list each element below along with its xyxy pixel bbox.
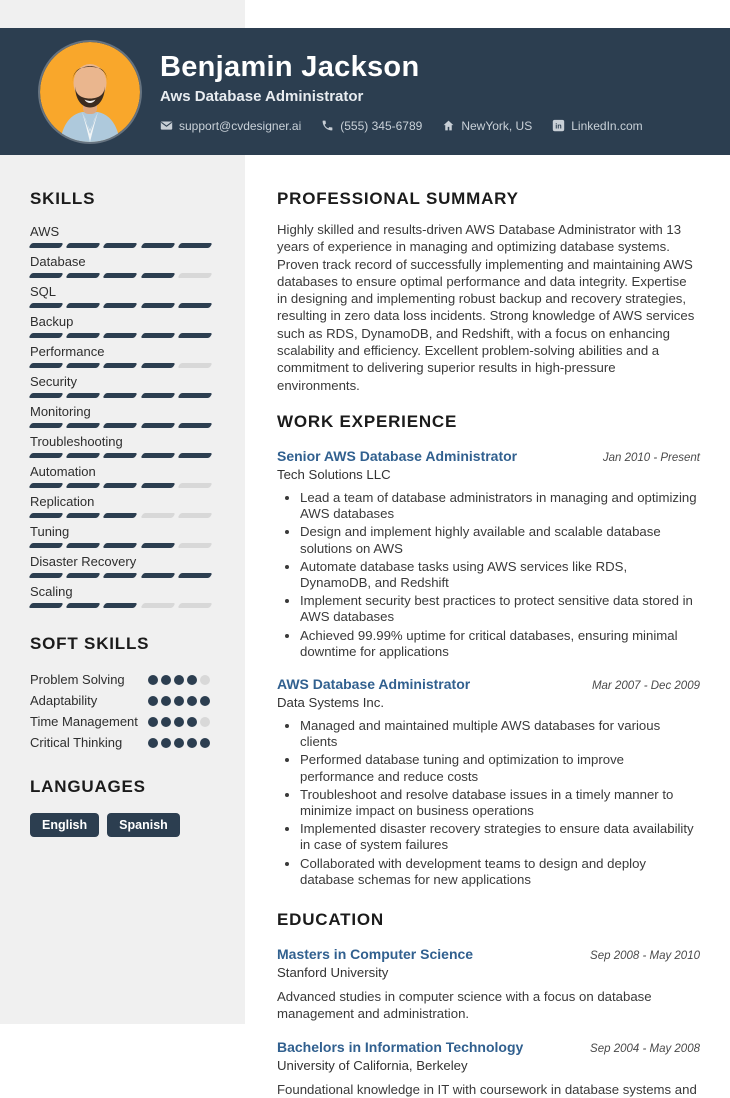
rating-dot [174,675,184,685]
rating-dot [161,675,171,685]
skill-item [30,585,215,608]
skill-level-bar [30,273,211,278]
contact-linkedin [552,119,642,133]
education-list [277,946,700,1098]
person-job-title: Aws Database Administrator [160,87,364,105]
skill-item [30,375,215,398]
skill-bar-segment [177,423,212,428]
skill-bar-segment [28,243,63,248]
skill-label: Security [30,374,77,389]
rating-dot [148,675,158,685]
job-entry-header [277,448,700,465]
skill-bar-segment [140,393,175,398]
skills-heading: SKILLS [30,189,96,208]
skill-level-bar [30,393,211,398]
rating-dot [187,717,197,727]
soft-skill-item [30,670,215,690]
skill-label: Database [30,254,86,269]
skill-bar-segment [140,333,175,338]
job-entry-header [277,676,700,693]
jobs-list [277,448,700,888]
experience-heading: WORK EXPERIENCE [277,411,458,431]
avatar-illustration [40,42,140,142]
skill-level-bar [30,423,211,428]
skill-bar-segment [177,513,212,518]
skill-label: Performance [30,344,105,359]
rating-dot [148,738,158,748]
job-bullet: • Collaborated with development teams to design and deploy database schemas for new applications [300,856,700,888]
soft-skill-label: Critical Thinking [30,735,123,750]
soft-skill-label: Problem Solving [30,672,125,687]
skill-bar-segment [103,483,138,488]
degree-title: Bachelors in Information Technology [277,1038,524,1055]
job-bullets [277,718,700,888]
language-chip: Spanish [107,813,180,837]
skill-level-bar [30,243,211,248]
skill-bar-segment [28,333,63,338]
skill-bar-segment [103,303,138,308]
skill-bar-segment [103,453,138,458]
skill-label: Replication [30,494,95,509]
person-name: Benjamin Jackson [160,50,420,83]
skill-bar-segment [66,393,101,398]
skill-bar-segment [140,483,175,488]
skill-level-bar [30,603,211,608]
job-company: Tech Solutions LLC [277,466,391,482]
skill-bar-segment [103,423,138,428]
rating-dot [174,717,184,727]
skill-item [30,225,215,248]
contact-text: NewYork, US [461,118,533,133]
home-icon [442,119,455,132]
rating-dot [200,696,210,706]
job-bullet: • Troubleshoot and resolve database issues in a timely manner to minimize impact on business operations [300,787,700,819]
rating-dot [200,738,210,748]
education-entry [277,1039,700,1098]
skill-bar-segment [66,483,101,488]
skill-item [30,315,215,338]
rating-dot [174,696,184,706]
skill-item [30,525,215,548]
skill-bar-segment [103,543,138,548]
skill-bar-segment [140,303,175,308]
skill-bar-segment [66,453,101,458]
education-entry-header [277,946,700,963]
skill-bar-segment [28,513,63,518]
skill-bar-segment [177,363,212,368]
skill-level-bar [30,453,211,458]
contact-home [442,119,532,133]
skill-bar-segment [177,543,212,548]
skill-bar-segment [177,483,212,488]
job-company: Data Systems Inc. [277,695,385,710]
skill-bar-segment [28,573,63,578]
education-heading: EDUCATION [277,910,384,930]
soft-skill-rating [148,733,210,753]
soft-skill-item [30,733,215,753]
skills-list [30,225,215,608]
skill-bar-segment [66,603,101,608]
rating-dot [174,738,184,748]
language-chip: English [30,813,99,837]
skill-bar-segment [28,273,63,278]
soft-skill-rating [148,670,210,690]
skill-label: Automation [30,464,96,479]
skill-bar-segment [140,363,175,368]
rating-dot [187,738,197,748]
job-entry [277,448,700,660]
job-bullet: • Implemented disaster recovery strategies to ensure data availability in case of system failures [300,821,700,853]
rating-dot [161,696,171,706]
contact-text: (555) 345-6789 [340,118,423,133]
skill-bar-segment [140,423,175,428]
skill-item [30,555,215,578]
soft-skill-rating [148,691,210,711]
skill-level-bar [30,303,211,308]
skill-bar-segment [177,573,212,578]
skill-bar-segment [28,303,63,308]
job-entry [277,676,700,888]
skill-bar-segment [66,543,101,548]
job-bullet: • Design and implement highly available and scalable database solutions on AWS [300,524,700,556]
skill-bar-segment [103,573,138,578]
skill-item [30,285,215,308]
job-dates: Mar 2007 - Dec 2009 [591,680,700,692]
skill-item [30,255,215,278]
avatar [40,42,140,142]
email-icon [160,119,173,132]
skill-bar-segment [177,273,212,278]
skill-bar-segment [28,483,63,488]
skill-bar-segment [28,543,63,548]
skill-level-bar [30,573,211,578]
skill-bar-segment [28,453,63,458]
skill-label: Disaster Recovery [30,554,137,569]
skill-item [30,405,215,428]
skill-level-bar [30,363,211,368]
summary-paragraph: Highly skilled and results-driven AWS Database Administrator with 13 years of experience in managing and optimizing database systems. Proven track record of successfully implementing and maintaining AWS databases to ensure optimal performance and data integrity. Expertise in designing and implementing robust backup and recovery strategies, resulting in zero data loss incidents. Strong knowledge of AWS services such as RDS, DynamoDB, and Redshift, with a focus on enhancing scalability and efficiency. Excellent problem-solving abilities and a commitment to delivering superior results in high-pressure environments. [277,222,695,393]
skill-bar-segment [28,363,63,368]
skill-level-bar [30,543,211,548]
contact-text: LinkedIn.com [571,118,643,133]
skill-bar-segment [140,273,175,278]
skill-bar-segment [140,453,175,458]
skill-bar-segment [103,363,138,368]
skill-bar-segment [28,423,63,428]
skill-bar-segment [66,513,101,518]
skill-bar-segment [177,303,212,308]
education-dates: Sep 2008 - May 2010 [590,950,700,963]
soft-skill-label: Time Management [30,714,138,729]
main-content [245,155,730,1098]
skill-bar-segment [66,303,101,308]
skill-label: SQL [30,284,57,299]
rating-dot [161,717,171,727]
skill-item [30,345,215,368]
rating-dot [187,696,197,706]
skill-bar-segment [66,573,101,578]
soft-skill-item [30,712,215,732]
skill-level-bar [30,333,211,338]
soft-skill-label: Adaptability [30,693,98,708]
education-entry-header [277,1039,700,1056]
job-bullet: • Achieved 99.99% uptime for critical databases, ensuring minimal downtime for applications [300,628,700,660]
job-bullet: • Lead a team of database administrators in managing and optimizing AWS databases [300,490,700,522]
soft-skills-list [30,670,215,753]
skill-bar-segment [66,423,101,428]
rating-dot [200,717,210,727]
skill-bar-segment [177,453,212,458]
job-dates: Jan 2010 - Present [602,451,700,464]
education-entry [277,946,700,1023]
rating-dot [148,717,158,727]
skill-bar-segment [103,243,138,248]
skill-label: Backup [30,314,74,329]
skill-item [30,465,215,488]
skill-label: Tuning [30,524,70,539]
skill-bar-segment [28,603,63,608]
rating-dot [161,738,171,748]
education-description: Foundational knowledge in IT with coursework in database systems and [277,1081,697,1097]
linkedin-icon [552,119,565,132]
skill-label: Troubleshooting [30,434,123,449]
skill-bar-segment [66,243,101,248]
degree-title: Masters in Computer Science [277,946,474,963]
contact-text: support@cvdesigner.ai [179,118,302,133]
job-bullets [277,490,700,660]
skill-bar-segment [177,393,212,398]
contact-email [160,119,301,133]
resume-header [0,28,730,155]
phone-icon [321,119,334,132]
school-name: University of California, Berkeley [277,1057,468,1073]
soft-skill-rating [148,712,210,732]
skill-level-bar [30,483,211,488]
sidebar [0,155,245,837]
skill-bar-segment [103,273,138,278]
skill-bar-segment [140,573,175,578]
soft-skills-heading: SOFT SKILLS [30,634,150,653]
job-bullet: • Managed and maintained multiple AWS databases for various clients [300,718,700,750]
skill-bar-segment [103,393,138,398]
soft-skill-item [30,691,215,711]
languages-list [30,813,215,837]
school-name: Stanford University [277,965,389,981]
job-bullet: • Performed database tuning and optimization to improve performance and reduce costs [300,752,700,784]
skill-bar-segment [177,243,212,248]
skill-bar-segment [66,363,101,368]
skill-item [30,435,215,458]
education-dates: Sep 2004 - May 2008 [590,1042,700,1055]
skill-bar-segment [66,333,101,338]
skill-item [30,495,215,518]
education-description: Advanced studies in computer science with a focus on database management and administration. [277,989,652,1021]
skill-bar-segment [140,513,175,518]
contact-phone [321,119,422,133]
skill-label: AWS [30,224,60,239]
rating-dot [148,696,158,706]
skill-bar-segment [177,333,212,338]
summary-heading: PROFESSIONAL SUMMARY [277,189,519,208]
job-title: AWS Database Administrator [277,676,471,692]
skill-label: Monitoring [30,404,91,419]
job-title: Senior AWS Database Administrator [277,447,518,464]
skill-bar-segment [140,543,175,548]
svg-text:in: in [555,121,562,131]
skill-bar-segment [103,513,138,518]
contact-row [160,119,663,133]
skill-label: Scaling [30,584,73,599]
skill-level-bar [30,513,211,518]
skill-bar-segment [140,243,175,248]
rating-dot [200,675,210,685]
job-bullet: • Automate database tasks using AWS services like RDS, DynamoDB, and Redshift [300,559,700,591]
skill-bar-segment [28,393,63,398]
skill-bar-segment [103,603,138,608]
skill-bar-segment [66,273,101,278]
rating-dot [187,675,197,685]
job-bullet: • Implement security best practices to protect sensitive data stored in AWS databases [300,593,700,625]
skill-bar-segment [177,603,212,608]
skill-bar-segment [103,333,138,338]
languages-heading: LANGUAGES [30,777,146,796]
skill-bar-segment [140,603,175,608]
